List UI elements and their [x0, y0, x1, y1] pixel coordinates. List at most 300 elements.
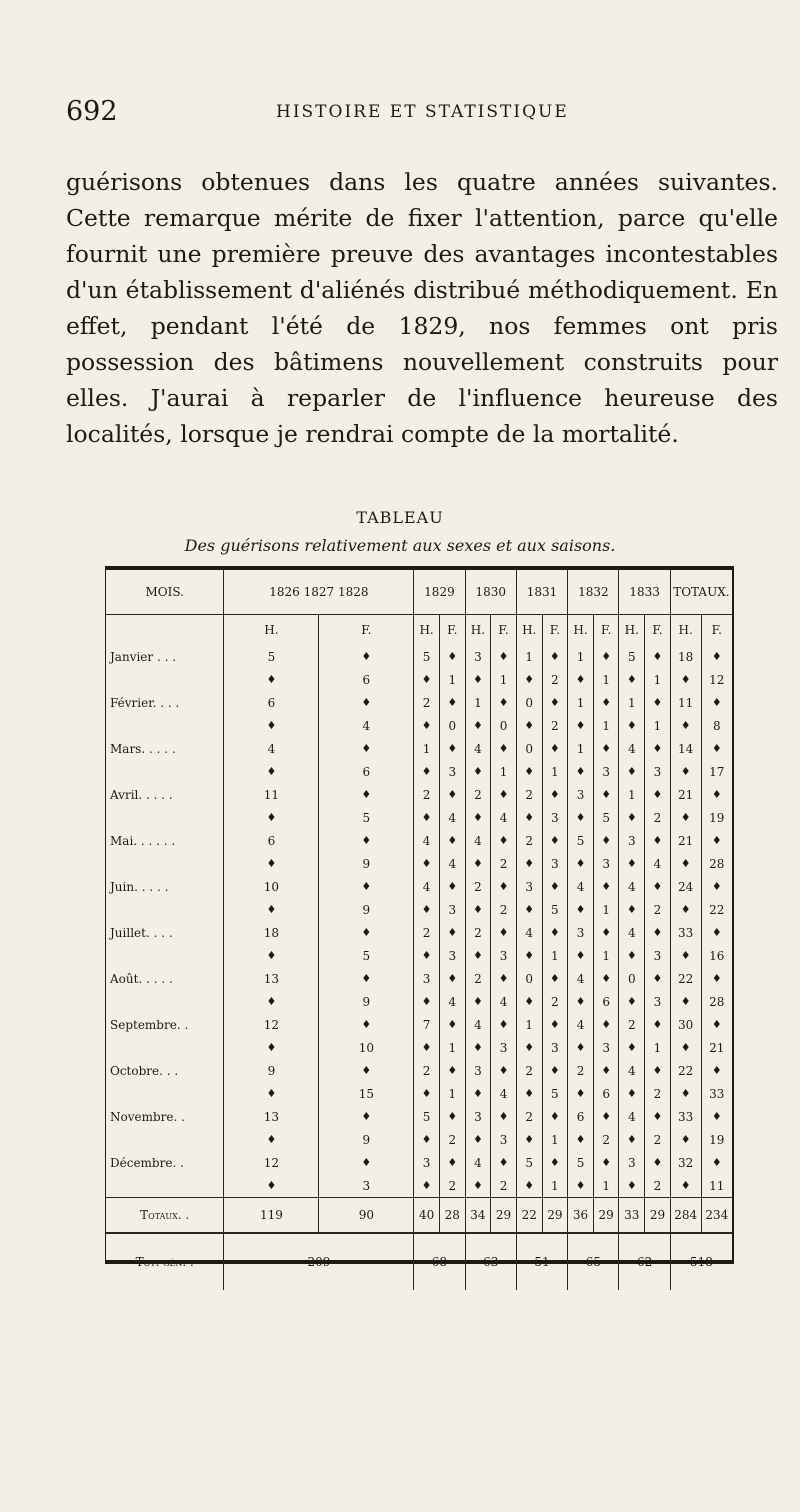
placeholder-mark: ♦: [414, 668, 440, 691]
cell-f: 11: [701, 1174, 732, 1198]
cell-h: 1: [568, 645, 594, 668]
cell-h: 2: [516, 783, 542, 806]
placeholder-mark: ♦: [465, 898, 491, 921]
cell-f: 2: [645, 1174, 671, 1198]
table-row: [106, 714, 732, 737]
placeholder-mark: ♦: [224, 1174, 319, 1198]
placeholder-mark: ♦: [516, 1128, 542, 1151]
cell-f: 6: [319, 668, 414, 691]
total-h: 40: [414, 1198, 440, 1234]
placeholder-mark: ♦: [645, 829, 671, 852]
placeholder-mark: ♦: [568, 806, 594, 829]
placeholder-mark: ♦: [701, 1151, 732, 1174]
cell-h: 6: [224, 691, 319, 714]
cell-f: 6: [593, 1082, 619, 1105]
placeholder-mark: ♦: [319, 783, 414, 806]
placeholder-mark: ♦: [439, 1151, 465, 1174]
grand-total-value: 65: [568, 1233, 619, 1290]
cell-f: 2: [542, 668, 568, 691]
placeholder-mark: ♦: [439, 875, 465, 898]
placeholder-mark: ♦: [224, 760, 319, 783]
cell-f: 3: [645, 944, 671, 967]
cell-h: 3: [516, 875, 542, 898]
placeholder-mark: ♦: [516, 714, 542, 737]
placeholder-mark: ♦: [701, 967, 732, 990]
placeholder-mark: ♦: [439, 783, 465, 806]
total-h: 22: [516, 1198, 542, 1234]
placeholder-mark: ♦: [593, 875, 619, 898]
cell-f: 3: [645, 990, 671, 1013]
month-blank: [106, 760, 224, 783]
placeholder-mark: ♦: [491, 783, 517, 806]
cell-h: 12: [224, 1151, 319, 1174]
table-subtitle: Des guérisons relativement aux sexes et aux saisons.: [184, 536, 616, 555]
month-blank: [106, 898, 224, 921]
month-label: Décembre. .: [110, 1155, 184, 1170]
cell-f: 1: [593, 1174, 619, 1198]
placeholder-mark: ♦: [439, 967, 465, 990]
cell-h: 1: [465, 691, 491, 714]
table-row: [106, 898, 732, 921]
cell-f: 4: [491, 806, 517, 829]
cell-f: 1: [439, 1082, 465, 1105]
cell-f: 1: [593, 944, 619, 967]
cell-f: 3: [645, 760, 671, 783]
cell-f: 1: [491, 760, 517, 783]
placeholder-mark: ♦: [619, 1128, 645, 1151]
placeholder-mark: ♦: [568, 714, 594, 737]
placeholder-mark: ♦: [593, 783, 619, 806]
cell-h: 24: [670, 875, 701, 898]
cell-h: 4: [465, 1013, 491, 1036]
cell-f: 4: [439, 990, 465, 1013]
cell-h: 2: [516, 829, 542, 852]
placeholder-mark: ♦: [516, 1036, 542, 1059]
cell-f: 1: [439, 1036, 465, 1059]
cell-h: 4: [224, 737, 319, 760]
cell-f: 2: [645, 806, 671, 829]
cell-h: 11: [224, 783, 319, 806]
header-f: F.: [491, 615, 517, 646]
cell-f: 28: [701, 852, 732, 875]
cell-f: 15: [319, 1082, 414, 1105]
placeholder-mark: ♦: [439, 1013, 465, 1036]
placeholder-mark: ♦: [516, 1082, 542, 1105]
cell-h: 2: [414, 1059, 440, 1082]
header-f: F.: [593, 615, 619, 646]
placeholder-mark: ♦: [645, 1105, 671, 1128]
cell-f: 1: [491, 668, 517, 691]
cell-f: 3: [491, 944, 517, 967]
cell-f: 12: [701, 668, 732, 691]
cell-h: 7: [414, 1013, 440, 1036]
placeholder-mark: ♦: [319, 645, 414, 668]
header-period: 1831: [516, 570, 567, 615]
placeholder-mark: ♦: [516, 898, 542, 921]
cell-f: 1: [542, 944, 568, 967]
cell-f: 17: [701, 760, 732, 783]
grand-total-value: 51: [516, 1233, 567, 1290]
placeholder-mark: ♦: [465, 1174, 491, 1198]
placeholder-mark: ♦: [568, 990, 594, 1013]
cell-h: 2: [465, 875, 491, 898]
grand-total-label: Tot. gén. .: [106, 1233, 224, 1290]
cell-f: 21: [701, 1036, 732, 1059]
cell-h: 2: [414, 783, 440, 806]
cell-h: 0: [516, 691, 542, 714]
total-h: 36: [568, 1198, 594, 1234]
cell-f: 4: [491, 1082, 517, 1105]
month-label: Octobre. . .: [110, 1063, 179, 1078]
placeholder-mark: ♦: [414, 852, 440, 875]
table-title: TABLEAU: [356, 508, 444, 527]
cell-h: 1: [516, 1013, 542, 1036]
month-label: Juillet. . . .: [110, 925, 173, 940]
table-row: [106, 806, 732, 829]
total-h: 284: [670, 1198, 701, 1234]
grand-total-value: 518: [670, 1233, 732, 1290]
cell-h: 5: [516, 1151, 542, 1174]
cell-f: 3: [491, 1128, 517, 1151]
cell-f: 1: [593, 668, 619, 691]
placeholder-mark: ♦: [319, 1151, 414, 1174]
table-row: [106, 668, 732, 691]
placeholder-mark: ♦: [319, 737, 414, 760]
placeholder-mark: ♦: [319, 1105, 414, 1128]
cell-h: 6: [224, 829, 319, 852]
cell-h: 4: [568, 1013, 594, 1036]
placeholder-mark: ♦: [465, 714, 491, 737]
placeholder-mark: ♦: [670, 1128, 701, 1151]
placeholder-mark: ♦: [670, 944, 701, 967]
cell-f: 2: [491, 898, 517, 921]
running-head: HISTOIRE ET STATISTIQUE: [276, 102, 569, 122]
cell-f: 8: [701, 714, 732, 737]
cell-h: 9: [224, 1059, 319, 1082]
placeholder-mark: ♦: [568, 1128, 594, 1151]
cell-h: 10: [224, 875, 319, 898]
header-h: H.: [670, 615, 701, 646]
header-h: H.: [224, 615, 319, 646]
placeholder-mark: ♦: [568, 852, 594, 875]
cell-h: 4: [465, 1151, 491, 1174]
cell-h: 11: [670, 691, 701, 714]
cell-h: 1: [516, 645, 542, 668]
table-row: [106, 1082, 732, 1105]
month-label: Mars. . . . .: [110, 741, 176, 756]
cell-h: 3: [568, 921, 594, 944]
total-h: 119: [224, 1198, 319, 1234]
placeholder-mark: ♦: [670, 714, 701, 737]
placeholder-mark: ♦: [542, 1013, 568, 1036]
table-row: [106, 1128, 732, 1151]
placeholder-mark: ♦: [516, 852, 542, 875]
cell-h: 4: [568, 967, 594, 990]
cell-f: 3: [593, 760, 619, 783]
header-h: H.: [568, 615, 594, 646]
placeholder-mark: ♦: [542, 1151, 568, 1174]
table-row: [106, 1105, 732, 1128]
cell-h: 14: [670, 737, 701, 760]
cell-h: 0: [516, 737, 542, 760]
cell-f: 3: [542, 806, 568, 829]
table-row: [106, 829, 732, 852]
placeholder-mark: ♦: [568, 944, 594, 967]
placeholder-mark: ♦: [414, 944, 440, 967]
cell-h: 21: [670, 783, 701, 806]
cell-f: 4: [439, 806, 465, 829]
cell-f: 2: [542, 714, 568, 737]
cell-h: 3: [619, 1151, 645, 1174]
cell-f: 3: [319, 1174, 414, 1198]
placeholder-mark: ♦: [414, 1128, 440, 1151]
cell-h: 2: [619, 1013, 645, 1036]
placeholder-mark: ♦: [491, 1105, 517, 1128]
cell-f: 1: [542, 1174, 568, 1198]
cell-h: 4: [619, 921, 645, 944]
placeholder-mark: ♦: [645, 1151, 671, 1174]
header-period: 1826 1827 1828: [224, 570, 414, 615]
cell-h: 2: [465, 783, 491, 806]
header-period: TOTAUX.: [670, 570, 732, 615]
header-period: 1832: [568, 570, 619, 615]
placeholder-mark: ♦: [568, 898, 594, 921]
placeholder-mark: ♦: [439, 691, 465, 714]
cell-h: 5: [568, 1151, 594, 1174]
cell-h: 3: [619, 829, 645, 852]
cell-h: 32: [670, 1151, 701, 1174]
cell-h: 2: [516, 1059, 542, 1082]
cell-f: 3: [593, 1036, 619, 1059]
cell-h: 5: [568, 829, 594, 852]
cell-f: 4: [645, 852, 671, 875]
placeholder-mark: ♦: [465, 990, 491, 1013]
cell-h: 18: [670, 645, 701, 668]
table-row: [106, 1059, 732, 1082]
month-blank: [106, 1082, 224, 1105]
table-row: [106, 1036, 732, 1059]
cell-f: 4: [439, 852, 465, 875]
cell-h: 0: [516, 967, 542, 990]
month-label: Janvier . . .: [110, 649, 177, 664]
placeholder-mark: ♦: [319, 1013, 414, 1036]
placeholder-mark: ♦: [465, 1082, 491, 1105]
placeholder-mark: ♦: [491, 691, 517, 714]
cell-h: 6: [568, 1105, 594, 1128]
placeholder-mark: ♦: [593, 921, 619, 944]
placeholder-mark: ♦: [319, 967, 414, 990]
cell-f: 3: [593, 852, 619, 875]
total-f: 29: [542, 1198, 568, 1234]
totals-row: [106, 1198, 732, 1234]
placeholder-mark: ♦: [568, 1036, 594, 1059]
cell-f: 1: [593, 898, 619, 921]
cell-f: 0: [491, 714, 517, 737]
placeholder-mark: ♦: [542, 921, 568, 944]
placeholder-mark: ♦: [465, 806, 491, 829]
placeholder-mark: ♦: [439, 1105, 465, 1128]
placeholder-mark: ♦: [414, 806, 440, 829]
grand-total-value: 63: [465, 1233, 516, 1290]
table-row: [106, 944, 732, 967]
cell-h: 33: [670, 921, 701, 944]
total-f: 234: [701, 1198, 732, 1234]
cell-f: 2: [593, 1128, 619, 1151]
placeholder-mark: ♦: [619, 898, 645, 921]
header-period: 1829: [414, 570, 465, 615]
placeholder-mark: ♦: [224, 990, 319, 1013]
cell-f: 2: [491, 852, 517, 875]
cell-f: 1: [645, 1036, 671, 1059]
cell-f: 2: [439, 1174, 465, 1198]
cell-h: 4: [619, 1059, 645, 1082]
cell-f: 9: [319, 990, 414, 1013]
placeholder-mark: ♦: [593, 967, 619, 990]
placeholder-mark: ♦: [439, 829, 465, 852]
placeholder-mark: ♦: [670, 1174, 701, 1198]
header-h: H.: [619, 615, 645, 646]
placeholder-mark: ♦: [645, 967, 671, 990]
table-row: [106, 1151, 732, 1174]
placeholder-mark: ♦: [224, 898, 319, 921]
cell-f: 3: [439, 760, 465, 783]
table-row: [106, 990, 732, 1013]
cell-f: 1: [542, 760, 568, 783]
cell-f: 0: [439, 714, 465, 737]
placeholder-mark: ♦: [670, 990, 701, 1013]
placeholder-mark: ♦: [224, 852, 319, 875]
placeholder-mark: ♦: [593, 829, 619, 852]
header-h: H.: [516, 615, 542, 646]
cell-f: 2: [542, 990, 568, 1013]
month-label: Juin. . . . .: [110, 879, 169, 894]
cell-h: 1: [414, 737, 440, 760]
cell-f: 33: [701, 1082, 732, 1105]
totals-label: Totaux. .: [106, 1198, 224, 1234]
cell-f: 9: [319, 852, 414, 875]
placeholder-mark: ♦: [516, 944, 542, 967]
placeholder-mark: ♦: [542, 967, 568, 990]
cell-h: 4: [619, 737, 645, 760]
cell-f: 2: [645, 1082, 671, 1105]
cell-f: 2: [645, 898, 671, 921]
cell-h: 3: [465, 645, 491, 668]
placeholder-mark: ♦: [645, 1059, 671, 1082]
cell-h: 5: [619, 645, 645, 668]
cell-f: 28: [701, 990, 732, 1013]
placeholder-mark: ♦: [645, 783, 671, 806]
placeholder-mark: ♦: [224, 944, 319, 967]
header-periods-row: [106, 570, 732, 615]
placeholder-mark: ♦: [701, 737, 732, 760]
placeholder-mark: ♦: [645, 737, 671, 760]
placeholder-mark: ♦: [491, 921, 517, 944]
month-blank: [106, 714, 224, 737]
placeholder-mark: ♦: [619, 1036, 645, 1059]
placeholder-mark: ♦: [491, 875, 517, 898]
placeholder-mark: ♦: [701, 875, 732, 898]
cell-h: 1: [619, 783, 645, 806]
month-blank: [106, 944, 224, 967]
placeholder-mark: ♦: [542, 1059, 568, 1082]
placeholder-mark: ♦: [645, 691, 671, 714]
placeholder-mark: ♦: [542, 691, 568, 714]
cell-h: 4: [465, 737, 491, 760]
cell-h: 4: [465, 829, 491, 852]
placeholder-mark: ♦: [224, 1128, 319, 1151]
placeholder-mark: ♦: [465, 668, 491, 691]
placeholder-mark: ♦: [224, 806, 319, 829]
placeholder-mark: ♦: [619, 990, 645, 1013]
page-number: 692: [66, 96, 118, 127]
month-label: Février. . . .: [110, 695, 180, 710]
cell-h: 3: [465, 1105, 491, 1128]
placeholder-mark: ♦: [224, 1036, 319, 1059]
placeholder-mark: ♦: [491, 967, 517, 990]
placeholder-mark: ♦: [439, 737, 465, 760]
placeholder-mark: ♦: [645, 921, 671, 944]
header-period: 1830: [465, 570, 516, 615]
total-f: 29: [491, 1198, 517, 1234]
cell-f: 5: [542, 898, 568, 921]
placeholder-mark: ♦: [701, 1059, 732, 1082]
cell-h: 5: [224, 645, 319, 668]
cell-h: 5: [414, 645, 440, 668]
placeholder-mark: ♦: [619, 944, 645, 967]
placeholder-mark: ♦: [491, 737, 517, 760]
cell-f: 9: [319, 898, 414, 921]
cell-f: 5: [593, 806, 619, 829]
placeholder-mark: ♦: [701, 829, 732, 852]
table-row: [106, 783, 732, 806]
placeholder-mark: ♦: [439, 921, 465, 944]
cell-f: 2: [439, 1128, 465, 1151]
statistics-table: [105, 566, 734, 1269]
header-f: F.: [645, 615, 671, 646]
cell-f: 3: [439, 944, 465, 967]
placeholder-mark: ♦: [593, 1105, 619, 1128]
month-blank: [106, 668, 224, 691]
cell-h: 3: [465, 1059, 491, 1082]
total-f: 28: [439, 1198, 465, 1234]
cell-f: 22: [701, 898, 732, 921]
cell-f: 9: [319, 1128, 414, 1151]
placeholder-mark: ♦: [465, 852, 491, 875]
header-f: F.: [319, 615, 414, 646]
cell-h: 13: [224, 967, 319, 990]
placeholder-mark: ♦: [542, 737, 568, 760]
cell-f: 5: [542, 1082, 568, 1105]
placeholder-mark: ♦: [542, 875, 568, 898]
cell-f: 16: [701, 944, 732, 967]
placeholder-mark: ♦: [670, 1036, 701, 1059]
placeholder-mark: ♦: [701, 1105, 732, 1128]
placeholder-mark: ♦: [619, 714, 645, 737]
cell-h: 33: [670, 1105, 701, 1128]
cell-f: 1: [542, 1128, 568, 1151]
table-body: [106, 645, 732, 1290]
placeholder-mark: ♦: [319, 691, 414, 714]
month-blank: [106, 852, 224, 875]
placeholder-mark: ♦: [491, 829, 517, 852]
table-row: [106, 737, 732, 760]
body-paragraph: guérisons obtenues dans les quatre années suivantes. Cette remarque mérite de fixer l'attention, parce qu'elle fournit une première preuve des avantages incontestables d'un établissement d'aliénés distribué méthodiquement. En effet, pendant l'été de 1829, nos femmes ont pris possession des bâtimens nouvellement construits pour elles. J'aurai à reparler de l'influence heureuse des localités, lorsque je rendrai compte de la mortalité.: [66, 168, 778, 448]
month-label: Mai. . . . . .: [110, 833, 176, 848]
placeholder-mark: ♦: [465, 760, 491, 783]
cell-f: 1: [645, 714, 671, 737]
cell-h: 4: [568, 875, 594, 898]
placeholder-mark: ♦: [619, 668, 645, 691]
